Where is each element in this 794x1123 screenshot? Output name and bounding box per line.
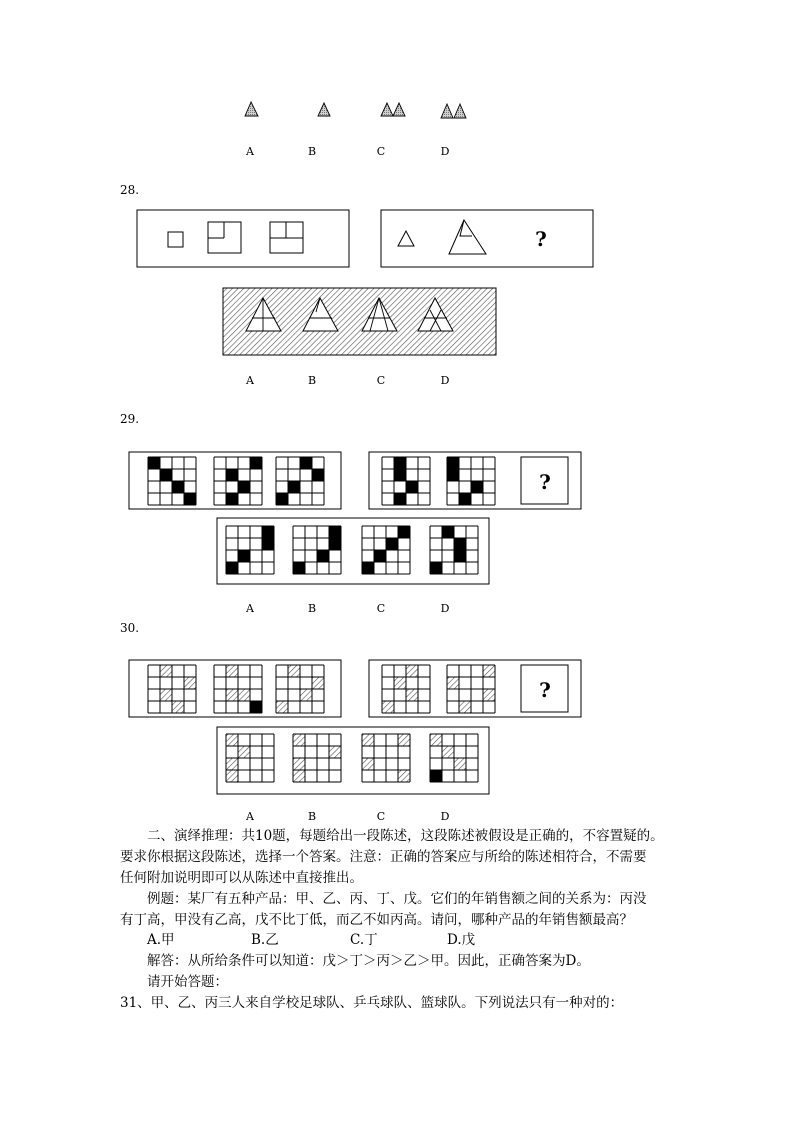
option-label-b: B bbox=[307, 810, 317, 823]
q30-grid-3 bbox=[276, 665, 324, 713]
option-label-a: A bbox=[246, 810, 254, 823]
option-label-d: D bbox=[440, 374, 450, 387]
q28-stem-right bbox=[381, 210, 593, 267]
q29-grid-3 bbox=[276, 457, 324, 505]
q29-grid-6 bbox=[226, 526, 274, 574]
start-instruction: 请开始答题： bbox=[147, 974, 228, 990]
option-label-b: B bbox=[307, 374, 317, 387]
example-line-2: 有丁高，甲没有乙高，戊不比丁低，而乙不如丙高。请问，哪种产品的年销售额最高？ bbox=[120, 912, 633, 928]
q28-question-mark: ? bbox=[535, 227, 547, 251]
q30-grid-9 bbox=[430, 734, 478, 782]
example-choice-c: C.丁 bbox=[350, 932, 378, 948]
q29-grid-5 bbox=[447, 457, 495, 505]
q29-question-mark: ? bbox=[539, 470, 551, 494]
q29-option-labels bbox=[245, 602, 450, 615]
option-label-c: C bbox=[376, 145, 386, 158]
option-label-b: B bbox=[307, 145, 317, 158]
q27-option-figures bbox=[245, 102, 466, 118]
q27-option-labels bbox=[245, 145, 450, 158]
q29-grid-9 bbox=[430, 526, 478, 574]
section-intro-line-2: 要求你根据这段陈述，选择一个答案。注意：正确的答案应与所给的陈述相符合，不需要 bbox=[120, 849, 647, 865]
q30-grid-figures bbox=[148, 665, 495, 782]
section-intro-line-1: 二、演绎推理：共10题，每题给出一段陈述，这段陈述被假设是正确的，不容置疑的。 bbox=[147, 828, 664, 844]
option-label-a: A bbox=[246, 602, 254, 615]
q30-grid-6 bbox=[226, 734, 274, 782]
q30-grid-7 bbox=[293, 734, 341, 782]
q29-grid-7 bbox=[293, 526, 341, 574]
q30-option-labels bbox=[245, 810, 450, 823]
section-intro-line-3: 任何附加说明即可以从陈述中直接推出。 bbox=[120, 870, 363, 886]
option-label-d: D bbox=[440, 145, 450, 158]
q29-grid-4 bbox=[382, 457, 430, 505]
example-choice-d: D.戊 bbox=[447, 932, 476, 948]
option-label-a: A bbox=[246, 145, 254, 158]
q30-question-mark: ? bbox=[539, 678, 551, 702]
q28-options-box bbox=[223, 288, 496, 355]
q30-options-box bbox=[217, 727, 489, 794]
option-label-c: C bbox=[376, 374, 386, 387]
q29-grid-8 bbox=[362, 526, 410, 574]
option-label-a: A bbox=[246, 374, 254, 387]
option-label-d: D bbox=[440, 602, 450, 615]
q29-grid-1 bbox=[148, 457, 196, 505]
q28-option-labels bbox=[245, 374, 450, 387]
question-number-28: 28. bbox=[120, 183, 140, 197]
question-number-29: 29. bbox=[120, 412, 140, 426]
q30-grid-1 bbox=[148, 665, 196, 713]
option-label-c: C bbox=[376, 810, 386, 823]
option-label-b: B bbox=[307, 602, 317, 615]
q30-grid-8 bbox=[362, 734, 410, 782]
q29-grid-2 bbox=[214, 457, 262, 505]
example-choice-a: A.甲 bbox=[147, 932, 175, 948]
q29-grid-figures bbox=[148, 457, 495, 574]
q30-grid-5 bbox=[447, 665, 495, 713]
option-label-c: C bbox=[376, 602, 386, 615]
example-line-1: 例题：某厂有五种产品：甲、乙、丙、丁、戊。它们的年销售额之间的关系为：丙没 bbox=[147, 891, 647, 907]
q30-grid-2 bbox=[214, 665, 262, 713]
example-choice-b: B.乙 bbox=[251, 932, 279, 948]
q30-grid-4 bbox=[382, 665, 430, 713]
q28-stem-left bbox=[137, 210, 349, 267]
question-number-30: 30. bbox=[120, 621, 140, 635]
option-label-d: D bbox=[440, 810, 450, 823]
example-answer: 解答：从所给条件可以知道：戊＞丁＞丙＞乙＞甲。因此，正确答案为D。 bbox=[147, 953, 590, 969]
question-31-stem: 31、甲、乙、丙三人来自学校足球队、乒乓球队、篮球队。下列说法只有一种对的： bbox=[120, 995, 624, 1011]
section-2-text bbox=[120, 827, 664, 1011]
